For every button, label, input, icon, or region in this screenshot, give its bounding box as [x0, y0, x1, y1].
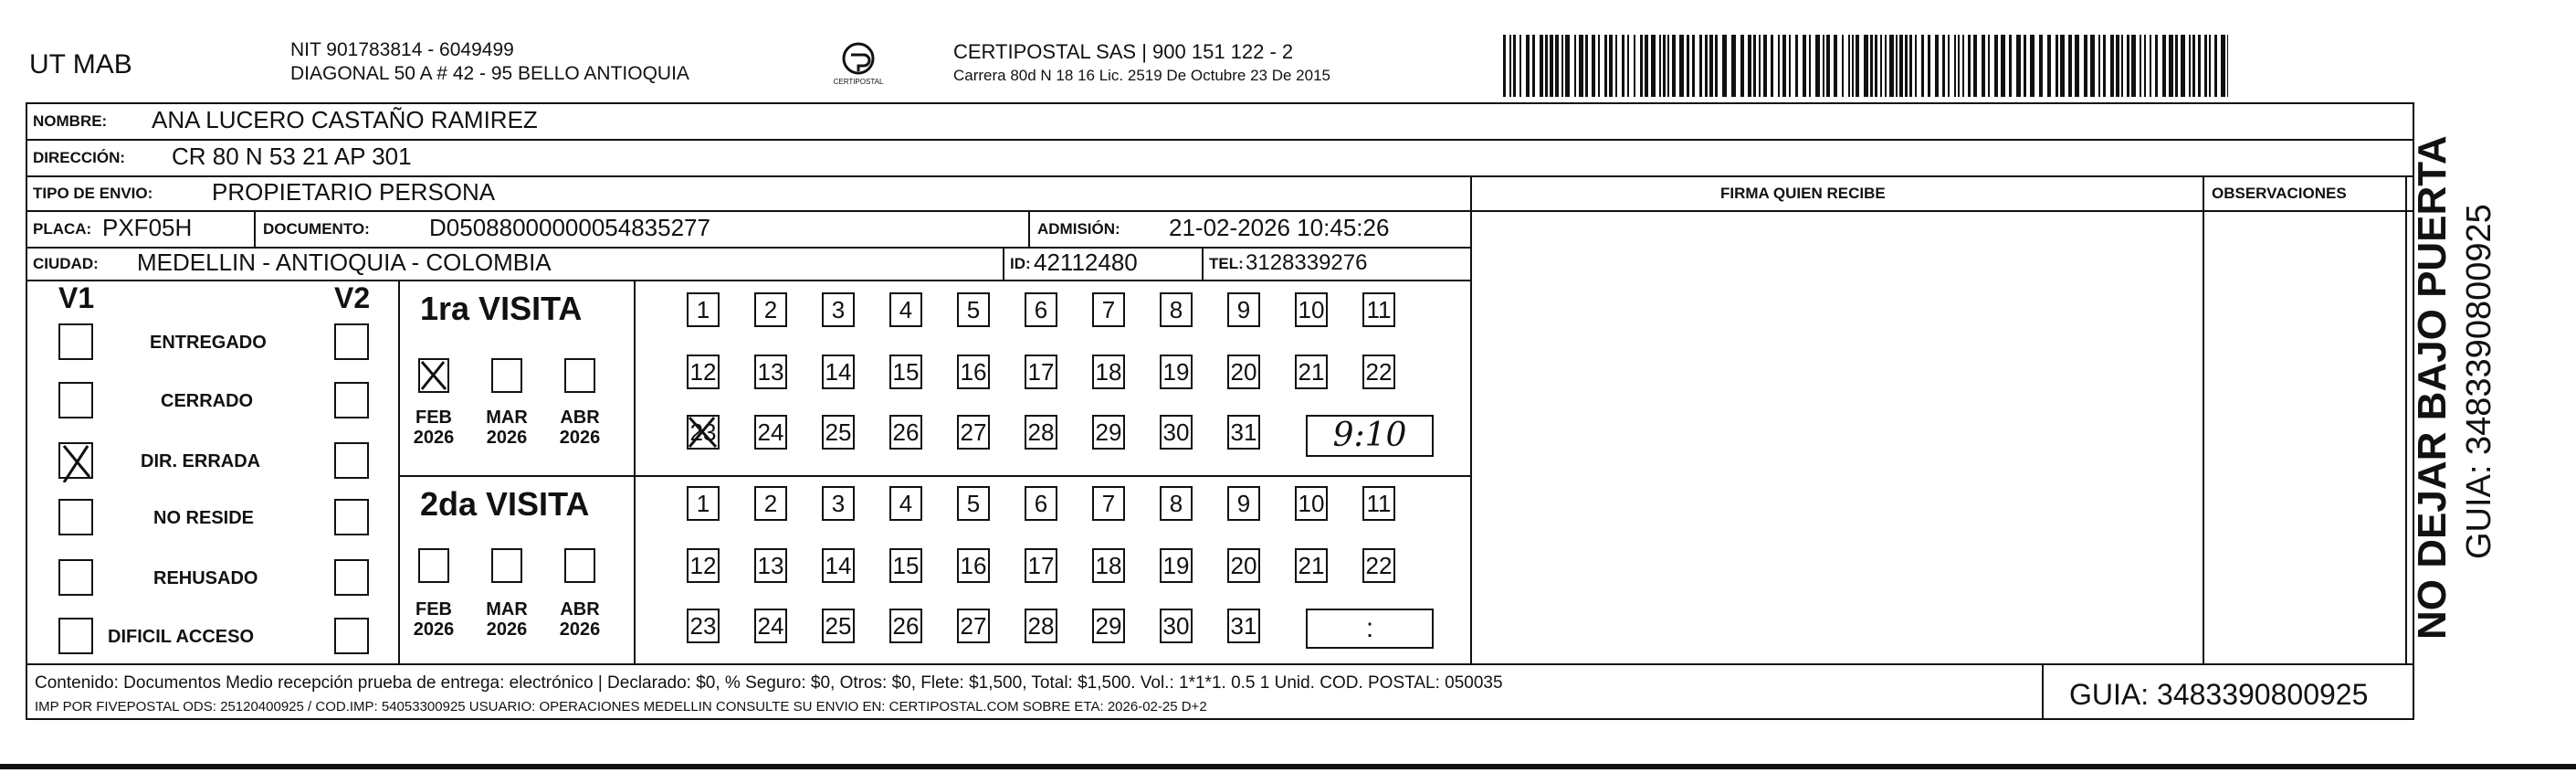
second-visit-day-2[interactable]: 2	[754, 486, 787, 521]
barcode-bar	[1722, 35, 1727, 97]
first-month-mar-label: MAR 2026	[486, 408, 528, 448]
barcode-icon	[1503, 35, 2228, 97]
barcode-bar	[1640, 35, 1643, 97]
second-month-mar-checkbox[interactable]	[491, 548, 522, 583]
first-month-feb-checkbox[interactable]	[418, 358, 449, 393]
barcode-bar	[2056, 35, 2058, 97]
second-visit-day-27[interactable]: 27	[957, 609, 990, 643]
first-visit-day-11[interactable]: 11	[1362, 292, 1395, 327]
second-visit-day-8[interactable]: 8	[1160, 486, 1193, 521]
barcode-bar	[1958, 35, 1960, 97]
barcode-bar	[1789, 35, 1791, 97]
second-month-feb-label: FEB 2026	[413, 599, 455, 640]
barcode-bar	[1795, 35, 1798, 97]
second-visit-day-15[interactable]: 15	[889, 548, 922, 583]
first-visit-day-26[interactable]: 26	[889, 415, 922, 450]
barcode-bar	[1928, 35, 1930, 97]
barcode-bar	[1973, 35, 1977, 97]
first-visit-day-12[interactable]: 12	[687, 355, 720, 389]
contenido-line: Contenido: Documentos Medio recepción prueba de entrega: electrónico | Declarado: $0, % Seguro: $0, Otros: $0, Flete: $1,500, Total: $1,500. Vol.: 1*1*1. 0.5 1 Unid. COD. POSTAL: 050035	[35, 673, 1503, 693]
first-visit-day-4[interactable]: 4	[889, 292, 922, 327]
barcode-bar	[1889, 35, 1894, 97]
barcode-bar	[1809, 35, 1811, 97]
second-visit-day-28[interactable]: 28	[1025, 609, 1057, 643]
barcode-bar	[2098, 35, 2100, 97]
second-visit-day-1[interactable]: 1	[687, 486, 720, 521]
barcode-bar	[1645, 35, 1648, 97]
barcode-bar	[1834, 35, 1837, 97]
barcode-bar	[1753, 35, 1756, 97]
barcode-bar	[2131, 35, 2136, 97]
barcode-bar	[2140, 35, 2141, 97]
first-visit-day-23[interactable]: 23	[687, 415, 720, 450]
barcode-bar	[2209, 35, 2211, 97]
first-visit-day-7[interactable]: 7	[1092, 292, 1125, 327]
second-visit-day-23[interactable]: 23	[687, 609, 720, 643]
second-visit-day-30[interactable]: 30	[1160, 609, 1193, 643]
first-visit-day-24[interactable]: 24	[754, 415, 787, 450]
second-visit-time-field[interactable]: :	[1306, 609, 1434, 649]
barcode-bar	[1579, 35, 1583, 97]
second-visit-day-16[interactable]: 16	[957, 548, 990, 583]
barcode-bar	[1687, 35, 1689, 97]
barcode-bar	[2169, 35, 2173, 97]
first-visit-day-18[interactable]: 18	[1092, 355, 1125, 389]
barcode-bar	[1672, 35, 1676, 97]
first-visit-day-13[interactable]: 13	[754, 355, 787, 389]
first-visit-day-27[interactable]: 27	[957, 415, 990, 450]
barcode-bar	[1604, 35, 1607, 97]
barcode-bar	[1715, 35, 1718, 97]
barcode-graphic	[1503, 35, 2228, 97]
barcode-bar	[1565, 35, 1570, 97]
barcode-bar	[2162, 35, 2166, 97]
barcode-bar	[2110, 35, 2114, 97]
second-visit-day-10[interactable]: 10	[1295, 486, 1328, 521]
second-visit-day-20[interactable]: 20	[1227, 548, 1260, 583]
barcode-bar	[2047, 35, 2051, 97]
barcode-bar	[1532, 35, 1535, 97]
first-visit-day-8[interactable]: 8	[1160, 292, 1193, 327]
reason-dificil-acceso: DIFICIL ACCESO	[108, 627, 255, 647]
first-visit-day-9[interactable]: 9	[1227, 292, 1260, 327]
first-visit-day-1[interactable]: 1	[687, 292, 720, 327]
first-visit-day-16[interactable]: 16	[957, 355, 990, 389]
v1-rehusado-checkbox[interactable]	[58, 559, 93, 596]
barcode-bar	[1842, 35, 1844, 97]
second-visit-day-4[interactable]: 4	[889, 486, 922, 521]
barcode-bar	[2192, 35, 2195, 97]
second-month-mar-label: MAR 2026	[486, 599, 528, 640]
v1-cerrado-checkbox[interactable]	[58, 382, 93, 418]
first-visit-day-21[interactable]: 21	[1295, 355, 1328, 389]
barcode-bar	[2068, 35, 2072, 97]
ciudad-label: CIUDAD:	[33, 255, 99, 272]
barcode-bar	[2189, 35, 2191, 97]
first-visit-day-3[interactable]: 3	[822, 292, 855, 327]
barcode-bar	[1561, 35, 1563, 97]
first-month-feb-label: FEB 2026	[413, 408, 455, 448]
carrier-license: Carrera 80d N 18 16 Lic. 2519 De Octubre 23 De 2015	[953, 67, 1330, 84]
barcode-bar	[1627, 35, 1629, 97]
second-visit-day-7[interactable]: 7	[1092, 486, 1125, 521]
barcode-bar	[1778, 35, 1780, 97]
no-dejar-bajo-puerta-warning: NO DEJAR BAJO PUERTA	[2410, 135, 2455, 640]
barcode-bar	[2103, 35, 2106, 97]
first-visit-day-22[interactable]: 22	[1362, 355, 1395, 389]
first-visit-day-29[interactable]: 29	[1092, 415, 1125, 450]
barcode-bar	[1885, 35, 1887, 97]
barcode-bar	[1585, 35, 1588, 97]
documento-label: DOCUMENTO:	[263, 220, 370, 238]
barcode-bar	[1988, 35, 1990, 97]
barcode-bar	[1634, 35, 1635, 97]
nombre-label: NOMBRE:	[33, 112, 108, 130]
first-visit-day-2[interactable]: 2	[754, 292, 787, 327]
second-visit-day-24[interactable]: 24	[754, 609, 787, 643]
second-visit-day-11[interactable]: 11	[1362, 486, 1395, 521]
v1-no-reside-checkbox[interactable]	[58, 499, 93, 535]
tel-label: TEL:	[1209, 255, 1244, 272]
barcode-bar	[1731, 35, 1736, 97]
barcode-bar	[1509, 35, 1511, 97]
observaciones-header: OBSERVACIONES	[2212, 185, 2347, 202]
documento-value: D05088000000054835277	[429, 214, 710, 241]
first-visit-day-31[interactable]: 31	[1227, 415, 1260, 450]
first-visit-day-15[interactable]: 15	[889, 355, 922, 389]
barcode-bar	[1962, 35, 1964, 97]
tel-value: 3128339276	[1246, 250, 1368, 275]
reason-dir-errada: DIR. ERRADA	[141, 451, 261, 471]
barcode-bar	[1954, 35, 1956, 97]
barcode-bar	[1826, 35, 1830, 97]
barcode-bar	[1803, 35, 1806, 97]
v2-rehusado-checkbox[interactable]	[334, 559, 369, 596]
barcode-bar	[1692, 35, 1695, 97]
barcode-bar	[1905, 35, 1908, 97]
reason-cerrado: CERRADO	[161, 391, 254, 411]
barcode-bar	[1705, 35, 1708, 97]
first-visit-time-field[interactable]: 9:10	[1306, 415, 1434, 457]
reason-no-reside: NO RESIDE	[153, 508, 255, 528]
second-month-feb-checkbox[interactable]	[418, 548, 449, 583]
barcode-bar	[1513, 35, 1516, 97]
second-visit-day-25[interactable]: 25	[822, 609, 855, 643]
barcode-bar	[2144, 35, 2146, 97]
side-guia-number: GUIA: 3483390800925	[2460, 204, 2498, 559]
logo-text: CERTIPOSTAL	[833, 78, 884, 86]
id-value: 42112480	[1034, 249, 1138, 276]
barcode-bar	[1609, 35, 1613, 97]
company-name: UT MAB	[29, 49, 132, 79]
barcode-bar	[2024, 35, 2026, 97]
barcode-bar	[1709, 35, 1713, 97]
first-visit-day-17[interactable]: 17	[1025, 355, 1057, 389]
barcode-bar	[1982, 35, 1985, 97]
barcode-bar	[1942, 35, 1945, 97]
barcode-bar	[1848, 35, 1850, 97]
first-visit-day-20[interactable]: 20	[1227, 355, 1260, 389]
reason-entregado: ENTREGADO	[150, 333, 267, 353]
barcode-bar	[1659, 35, 1661, 97]
barcode-bar	[1748, 35, 1751, 97]
second-visit-day-5[interactable]: 5	[957, 486, 990, 521]
barcode-bar	[1592, 35, 1595, 97]
barcode-bar	[2181, 35, 2185, 97]
tipo-envio-value: PROPIETARIO PERSONA	[212, 178, 496, 206]
first-month-abr-label: ABR 2026	[559, 408, 601, 448]
second-visit-day-9[interactable]: 9	[1227, 486, 1260, 521]
barcode-bar	[2060, 35, 2065, 97]
placa-label: PLACA:	[33, 220, 92, 238]
first-visit-day-10[interactable]: 10	[1295, 292, 1328, 327]
v2-dificil-acceso-checkbox[interactable]	[334, 618, 369, 654]
barcode-bar	[2227, 35, 2228, 97]
barcode-bar	[2116, 35, 2119, 97]
tipo-envio-label: TIPO DE ENVIO:	[33, 185, 153, 202]
nombre-value: ANA LUCERO CASTAÑO RAMIREZ	[152, 106, 538, 133]
barcode-bar	[2175, 35, 2178, 97]
barcode-bar	[1899, 35, 1903, 97]
barcode-bar	[1880, 35, 1882, 97]
first-visit-day-28[interactable]: 28	[1025, 415, 1057, 450]
v2-entregado-checkbox[interactable]	[334, 323, 369, 360]
second-visit-day-14[interactable]: 14	[822, 548, 855, 583]
barcode-bar	[2016, 35, 2021, 97]
barcode-bar	[1622, 35, 1624, 97]
barcode-bar	[1763, 35, 1767, 97]
barcode-bar	[1651, 35, 1656, 97]
barcode-bar	[1921, 35, 1924, 97]
admision-label: ADMISIÓN:	[1037, 220, 1120, 238]
logo-icon	[833, 40, 884, 95]
company-nit: NIT 901783814 - 6049499	[290, 39, 514, 60]
v2-no-reside-checkbox[interactable]	[334, 499, 369, 535]
second-visit-day-19[interactable]: 19	[1160, 548, 1193, 583]
barcode-bar	[1856, 35, 1859, 97]
id-label: ID:	[1010, 255, 1031, 272]
barcode-bar	[1598, 35, 1600, 97]
barcode-bar	[1994, 35, 1998, 97]
v1-header: V1	[58, 281, 95, 314]
barcode-bar	[2221, 35, 2225, 97]
company-address: DIAGONAL 50 A # 42 - 95 BELLO ANTIOQUIA	[290, 63, 689, 84]
v2-header: V2	[334, 281, 371, 314]
barcode-bar	[1823, 35, 1824, 97]
barcode-bar	[1782, 35, 1786, 97]
first-visit-title: 1ra VISITA	[420, 290, 583, 327]
imp-line: IMP POR FIVEPOSTAL ODS: 25120400925 / COD.IMP: 54053300925 USUARIO: OPERACIONES MEDELLIN CONSULTE SU ENVIO EN: CERTIPOSTAL.COM SOBRE ETA: 2026-02-25 D+2	[35, 699, 1207, 715]
barcode-bar	[1555, 35, 1559, 97]
barcode-bar	[1968, 35, 1971, 97]
barcode-bar	[2198, 35, 2201, 97]
first-visit-day-14[interactable]: 14	[822, 355, 855, 389]
barcode-bar	[1574, 35, 1576, 97]
barcode-bar	[1615, 35, 1617, 97]
barcode-bar	[1526, 35, 1530, 97]
barcode-bar	[1663, 35, 1666, 97]
barcode-bar	[1545, 35, 1548, 97]
direccion-label: DIRECCIÓN:	[33, 149, 126, 166]
second-month-abr-label: ABR 2026	[559, 599, 601, 640]
v2-dir-errada-checkbox[interactable]	[334, 442, 369, 479]
second-visit-day-18[interactable]: 18	[1092, 548, 1125, 583]
barcode-bar	[2030, 35, 2035, 97]
second-visit-day-12[interactable]: 12	[687, 548, 720, 583]
barcode-bar	[1915, 35, 1917, 97]
v1-dificil-acceso-checkbox[interactable]	[58, 618, 93, 654]
barcode-bar	[1909, 35, 1912, 97]
barcode-bar	[1875, 35, 1877, 97]
first-visit-day-30[interactable]: 30	[1160, 415, 1193, 450]
ciudad-value: MEDELLIN - ANTIOQUIA - COLOMBIA	[137, 249, 552, 276]
barcode-bar	[1771, 35, 1773, 97]
barcode-bar	[2121, 35, 2123, 97]
barcode-bar	[2084, 35, 2087, 97]
barcode-bar	[1519, 35, 1521, 97]
first-month-mar-checkbox[interactable]	[491, 358, 522, 393]
barcode-bar	[2127, 35, 2129, 97]
barcode-bar	[2075, 35, 2079, 97]
barcode-bar	[1896, 35, 1898, 97]
barcode-bar	[1852, 35, 1854, 97]
check-x-icon	[687, 415, 720, 450]
barcode-bar	[1699, 35, 1702, 97]
check-x-icon	[418, 358, 449, 393]
first-visit-day-6[interactable]: 6	[1025, 292, 1057, 327]
barcode-bar	[2009, 35, 2012, 97]
v1-entregado-checkbox[interactable]	[58, 323, 93, 360]
second-visit-day-26[interactable]: 26	[889, 609, 922, 643]
barcode-bar	[1948, 35, 1950, 97]
barcode-bar	[2090, 35, 2095, 97]
barcode-bar	[1864, 35, 1868, 97]
certipostal-logo	[833, 40, 884, 95]
barcode-bar	[1815, 35, 1820, 97]
v1-dir-errada-checkbox[interactable]	[58, 442, 93, 479]
placa-value: PXF05H	[102, 214, 193, 241]
firma-header: FIRMA QUIEN RECIBE	[1720, 185, 1886, 202]
barcode-bar	[1679, 35, 1684, 97]
second-visit-day-3[interactable]: 3	[822, 486, 855, 521]
second-visit-day-21[interactable]: 21	[1295, 548, 1328, 583]
barcode-bar	[2155, 35, 2158, 97]
barcode-bar	[1503, 35, 1506, 97]
second-visit-day-6[interactable]: 6	[1025, 486, 1057, 521]
direccion-value: CR 80 N 53 21 AP 301	[172, 143, 412, 170]
second-visit-day-13[interactable]: 13	[754, 548, 787, 583]
barcode-bar	[2150, 35, 2151, 97]
first-visit-day-5[interactable]: 5	[957, 292, 990, 327]
barcode-bar	[2214, 35, 2217, 97]
second-visit-day-17[interactable]: 17	[1025, 548, 1057, 583]
second-visit-day-22[interactable]: 22	[1362, 548, 1395, 583]
carrier-name: CERTIPOSTAL SAS | 900 151 122 - 2	[953, 40, 1294, 63]
second-visit-day-31[interactable]: 31	[1227, 609, 1260, 643]
barcode-bar	[2001, 35, 2005, 97]
barcode-bar	[1759, 35, 1761, 97]
first-visit-day-25[interactable]: 25	[822, 415, 855, 450]
barcode-bar	[1740, 35, 1744, 97]
check-x-icon	[58, 442, 93, 482]
barcode-bar	[2204, 35, 2207, 97]
barcode-bar	[1540, 35, 1543, 97]
second-visit-title: 2da VISITA	[420, 485, 590, 523]
first-month-abr-checkbox[interactable]	[564, 358, 595, 393]
second-visit-day-29[interactable]: 29	[1092, 609, 1125, 643]
barcode-bar	[1550, 35, 1553, 97]
second-month-abr-checkbox[interactable]	[564, 548, 595, 583]
barcode-bar	[1935, 35, 1939, 97]
barcode-bar	[1870, 35, 1873, 97]
admision-value: 21-02-2026 10:45:26	[1169, 214, 1390, 241]
first-visit-day-19[interactable]: 19	[1160, 355, 1193, 389]
reason-rehusado: REHUSADO	[153, 568, 258, 588]
barcode-bar	[2039, 35, 2043, 97]
v2-cerrado-checkbox[interactable]	[334, 382, 369, 418]
guia-footer-number: GUIA: 3483390800925	[2069, 678, 2369, 711]
barcode-bar	[1667, 35, 1669, 97]
